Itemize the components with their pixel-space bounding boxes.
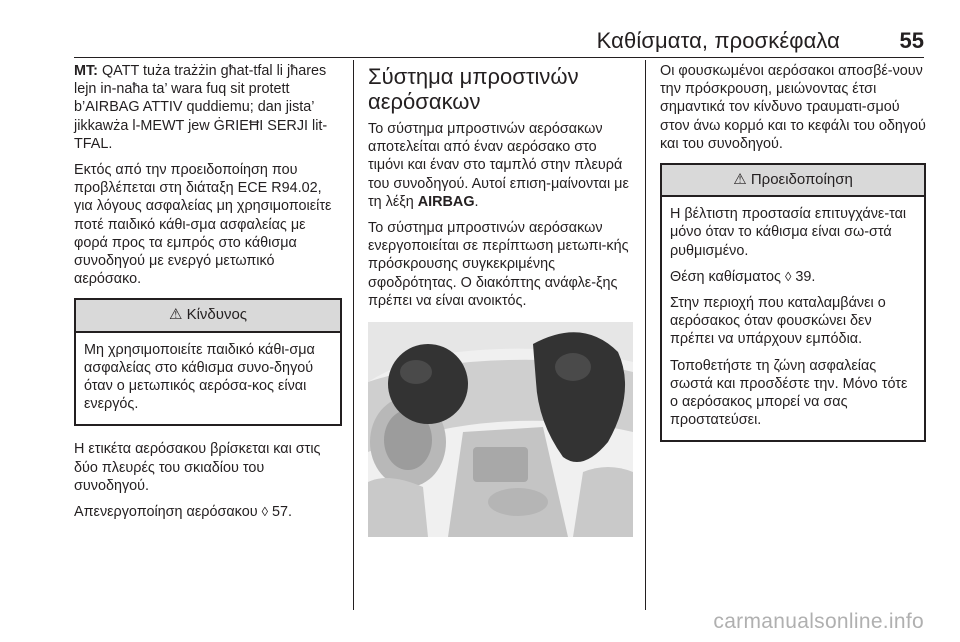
- warning-triangle-icon: ⚠: [733, 171, 747, 189]
- warning-triangle-icon: ⚠: [168, 306, 183, 324]
- driver-airbag: [388, 344, 468, 424]
- activation-paragraph: Το σύστημα μπροστινών αερόσακων ενεργοποιείται σε περίπτωση μετωπι-κής πρόσκρουσης συγκεκριμένης σφοδρότητας. Ο διακόπτης ανάφλε-ξης πρέπει να είναι ανοικτός.: [368, 220, 629, 309]
- page-reference-icon: ◊: [261, 504, 269, 520]
- label-location-paragraph: Η ετικέτα αερόσακου βρίσκεται και στις δύο πλευρές του σκιαδίου του συνοδηγού.: [74, 441, 321, 494]
- danger-title: Κίνδυνος: [186, 306, 248, 324]
- mt-paragraph: [74, 62, 342, 153]
- warning-title: Προειδοποίηση: [750, 171, 853, 189]
- column-1: [74, 62, 342, 529]
- seat-position-text: Θέση καθίσματος: [670, 268, 785, 285]
- warning-box-body: [662, 197, 924, 440]
- ece-paragraph: Εκτός από την προειδοποίηση που προβλέπεται στη διάταξη ECE R94.02, για λόγους ασφαλείας μη χρησιμοποιείτε ποτέ παιδικό κάθι-σμα ασφαλείας με φορά προς τα εμπρός στο κάθισμα συνοδηγού με ενεργό μετωπικό αερόσακο.: [74, 162, 332, 288]
- header-divider: [74, 57, 924, 58]
- system-description-paragraph: [368, 120, 634, 211]
- warning-item-4: Τοποθετήστε τη ζώνη ασφαλείας σωστά και προσδέστε την. Μόνο τότε ο αερόσακος μπορεί να σας προστατεύσει.: [670, 357, 908, 429]
- column-3: [660, 62, 926, 456]
- warning-box: [660, 163, 926, 442]
- danger-box-body: [76, 333, 340, 425]
- cushioning-paragraph: Οι φουσκωμένοι αερόσακοι αποσβέ-νουν την πρόσκρουση, μειώνοντας έτσι σημαντικά τον κίνδυνο τραυματι-σμού στον άνω κορμό και το κεφάλι του οδηγού και του συνοδηγού.: [660, 63, 926, 152]
- system-description-end: .: [474, 193, 479, 210]
- warning-item-2: [670, 268, 916, 286]
- column-2: [368, 62, 634, 537]
- airbag-word: AIRBAG: [417, 193, 475, 210]
- danger-text: Μη χρησιμοποιείτε παιδικό κάθι-σμα ασφαλείας στο κάθισμα συνο-δηγού όταν ο μετωπικός αερόσα-κος είναι ενεργός.: [84, 341, 315, 413]
- danger-box: [74, 298, 342, 426]
- page-title: Καθίσματα, προσκέφαλα: [596, 28, 840, 53]
- page-number: 55: [899, 28, 924, 53]
- page-reference-icon: ◊: [784, 268, 792, 284]
- warning-box-header: [662, 165, 924, 197]
- section-heading: Σύστημα μπροστινών αερόσακων: [368, 64, 579, 114]
- system-description-text: Το σύστημα μπροστινών αερόσακων αποτελείται από έναν αερόσακο στο τιμόνι και έναν στο ταμπλό στην πλευρά του συνοδηγού. Αυτοί επιση-μαίνονται με τη λέξη: [368, 121, 629, 210]
- deactivation-text: Απενεργοποίηση αερόσακου: [74, 504, 262, 521]
- seat-position-page-ref[interactable]: 39.: [791, 268, 816, 285]
- airbag-illustration-svg: [368, 322, 633, 537]
- airbag-illustration: [368, 322, 633, 537]
- watermark: carmanualsonline.info: [713, 610, 924, 633]
- deactivation-page-ref[interactable]: 57.: [268, 504, 293, 521]
- danger-box-header: [76, 300, 340, 332]
- warning-item-1: Η βέλτιστη προστασία επιτυγχάνε-ται μόνο όταν το κάθισμα είναι σω-στά ρυθμισμένο.: [670, 206, 907, 259]
- deactivation-reference: [74, 503, 342, 521]
- mt-text: QATT tuża trażżin għat-tfal li jħares lejn in-naħa ta’ wara fuq sit protett b’AIRBAG ATTIV quddiemu; dan jista’ jikkawża l-MEWT jew ĠRIEĦI SERJI lit-TFAL.: [74, 63, 328, 152]
- warning-item-3: Στην περιοχή που καταλαμβάνει ο αερόσακος όταν φουσκώνει δεν πρέπει να υπάρχουν εμπόδια.: [670, 295, 886, 348]
- mt-label: MT:: [74, 63, 98, 79]
- column-divider-2: [645, 60, 646, 610]
- column-divider-1: [353, 60, 354, 610]
